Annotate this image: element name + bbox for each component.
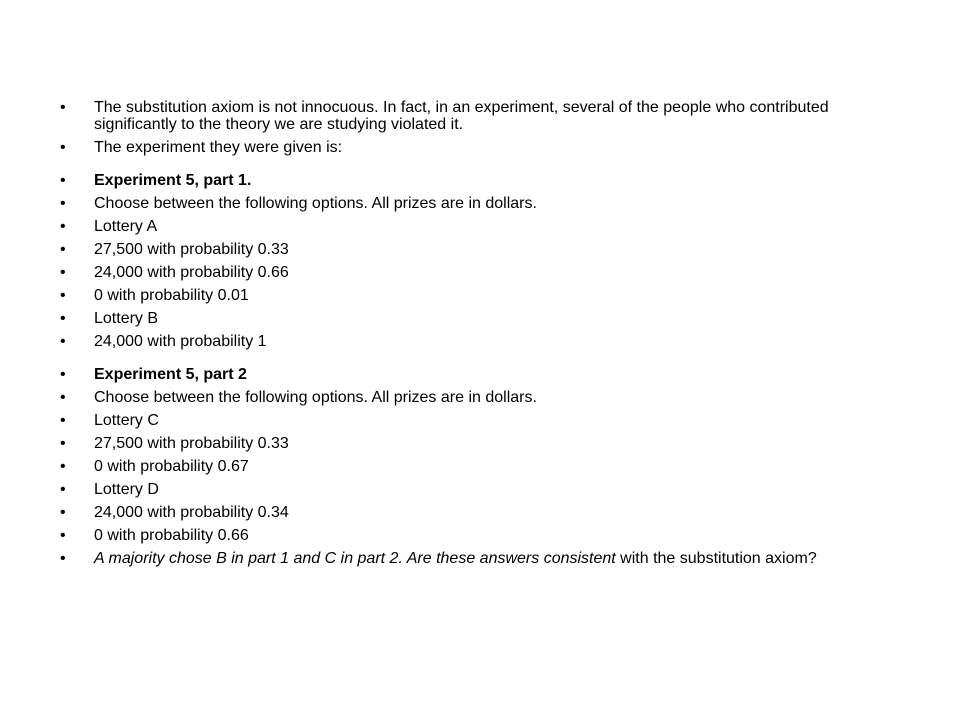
bullet-item-outcome [60,435,870,452]
bullet-item-outcome [60,504,870,521]
bullet-item-part1-heading [60,172,870,189]
bullet-item-lottery-b [60,310,870,327]
bullet-text: 24,000 with probability 0.34 [94,504,289,521]
bullet-glyph: • [60,366,66,383]
bullet-item-outcome [60,527,870,544]
bullet-text: Choose between the following options. All prizes are in dollars. [94,389,537,406]
bullet-glyph: • [60,389,66,406]
bullet-item-instructions [60,389,870,406]
bullet-item-lottery-a [60,218,870,235]
bullet-item-lottery-c [60,412,870,429]
bullet-text: 0 with probability 0.66 [94,527,249,544]
bullet-text: 24,000 with probability 0.66 [94,264,289,281]
bullet-item-part2-heading [60,366,870,383]
question-plain-text: with the substitution axiom? [615,550,817,567]
bullet-glyph: • [60,527,66,544]
bullet-glyph: • [60,550,66,567]
bullet-glyph: • [60,435,66,452]
bullet-text: 24,000 with probability 1 [94,333,267,350]
bullet-glyph: • [60,172,66,189]
bullet-glyph: • [60,412,66,429]
bullet-item-outcome [60,287,870,304]
bullet-text: Lottery D [94,481,159,498]
bullet-glyph: • [60,218,66,235]
bullet-item-outcome [60,333,870,350]
bullet-text: 0 with probability 0.01 [94,287,249,304]
question-italic-text: A majority chose B in part 1 and C in part 2. Are these answers consistent [94,550,616,567]
bullet-item-lottery-d [60,481,870,498]
bullet-item-experiment-intro [60,139,870,156]
section-heading: Experiment 5, part 1. [94,172,252,189]
bullet-glyph: • [60,241,66,258]
bullet-text: Choose between the following options. All prizes are in dollars. [94,195,537,212]
bullet-text: 27,500 with probability 0.33 [94,435,289,452]
bullet-glyph: • [60,99,66,116]
bullet-glyph: • [60,287,66,304]
bullet-glyph: • [60,195,66,212]
bullet-glyph: • [60,310,66,327]
bullet-text: The experiment they were given is: [94,139,343,156]
bullet-text: The substitution axiom is not innocuous. In fact, in an experiment, several of the people who contributed significantly to the theory we are studying violated it. [94,99,829,133]
bullet-glyph: • [60,481,66,498]
bullet-item-outcome [60,264,870,281]
bullet-item-intro [60,99,870,133]
bullet-text [94,550,817,567]
bullet-text: Lottery C [94,412,159,429]
bullet-item-question [60,550,870,567]
bullet-glyph: • [60,139,66,156]
bullet-item-outcome [60,241,870,258]
bullet-text: 27,500 with probability 0.33 [94,241,289,258]
bullet-glyph: • [60,264,66,281]
bullet-glyph: • [60,333,66,350]
bullet-glyph: • [60,458,66,475]
bullet-item-instructions [60,195,870,212]
bullet-text: Lottery A [94,218,158,235]
section-heading: Experiment 5, part 2 [94,366,247,383]
bullet-list [60,99,870,573]
bullet-text: Lottery B [94,310,159,327]
bullet-text: 0 with probability 0.67 [94,458,249,475]
bullet-item-outcome [60,458,870,475]
bullet-glyph: • [60,504,66,521]
